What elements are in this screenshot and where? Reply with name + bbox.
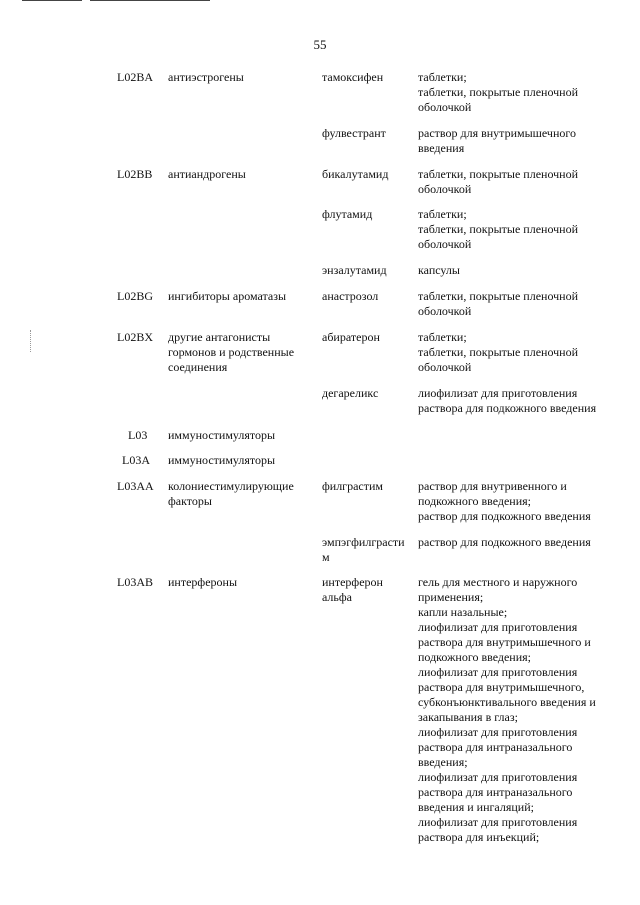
dosage-form: гель для местного и наружного применения; капли назальные; лиофилизат для приготовления раствора для внутримышечного и подкожного введения; лиофилизат для приготовления раствора для внутримышечного, субконъюнктивального введения и закапывания в глаз; лиофилизат для приготовления раствора для интраназального введения; лиофилизат для приготовления раствора для интраназального введения и ингаляций; лиофилизат для приготовления раствора для инъекций;: [418, 575, 596, 844]
scan-edge-line: [90, 0, 210, 1]
atc-code: L03A: [122, 453, 150, 467]
anatomical-group: колониестимулирующие факторы: [168, 479, 294, 508]
page-number: 55: [313, 37, 327, 52]
anatomical-group: другие антагонисты гормонов и родственные соединения: [168, 330, 295, 374]
drug-name: дегареликс: [322, 386, 379, 400]
anatomical-group: иммуностимуляторы: [168, 428, 276, 442]
dosage-form: раствор для внутримышечного введения: [418, 126, 576, 155]
drug-name: интерферон альфа: [322, 575, 383, 604]
anatomical-group: ингибиторы ароматазы: [168, 289, 287, 303]
dosage-form: таблетки; таблетки, покрытые пленочной оболочкой: [418, 207, 579, 251]
drug-name: тамоксифен: [322, 70, 384, 84]
atc-code: L03AA: [117, 479, 154, 493]
atc-code: L02BA: [117, 70, 153, 84]
drug-name: энзалутамид: [322, 263, 387, 277]
dosage-form: лиофилизат для приготовления раствора для подкожного введения: [418, 386, 597, 415]
dosage-form: таблетки, покрытые пленочной оболочкой: [418, 289, 579, 318]
drug-name: флутамид: [322, 207, 373, 221]
atc-code: L03: [128, 428, 148, 442]
drug-name: фулвестрант: [322, 126, 386, 140]
anatomical-group: антиандрогены: [168, 167, 246, 181]
anatomical-group: антиэстрогены: [168, 70, 244, 84]
atc-code: L02BG: [117, 289, 153, 303]
atc-code: L03AB: [117, 575, 153, 589]
drug-name: эмпэгфилграсти м: [322, 535, 405, 564]
scan-edge-line: [22, 0, 82, 1]
atc-code: L02BB: [117, 167, 153, 181]
drug-name: абиратерон: [322, 330, 380, 344]
dosage-form: капсулы: [418, 263, 460, 277]
dosage-form: таблетки, покрытые пленочной оболочкой: [418, 167, 579, 196]
dosage-form: таблетки; таблетки, покрытые пленочной оболочкой: [418, 330, 579, 374]
anatomical-group: иммуностимуляторы: [168, 453, 276, 467]
dosage-form: раствор для подкожного введения: [418, 535, 591, 549]
anatomical-group: интерфероны: [168, 575, 237, 589]
dosage-form: таблетки; таблетки, покрытые пленочной оболочкой: [418, 70, 579, 114]
atc-code: L02BX: [117, 330, 153, 344]
drug-name: анастрозол: [322, 289, 379, 303]
drug-name: филграстим: [322, 479, 384, 493]
drug-name: бикалутамид: [322, 167, 389, 181]
dosage-form: раствор для внутривенного и подкожного введения; раствор для подкожного введения: [418, 479, 591, 523]
scan-margin-mark: [30, 330, 31, 352]
